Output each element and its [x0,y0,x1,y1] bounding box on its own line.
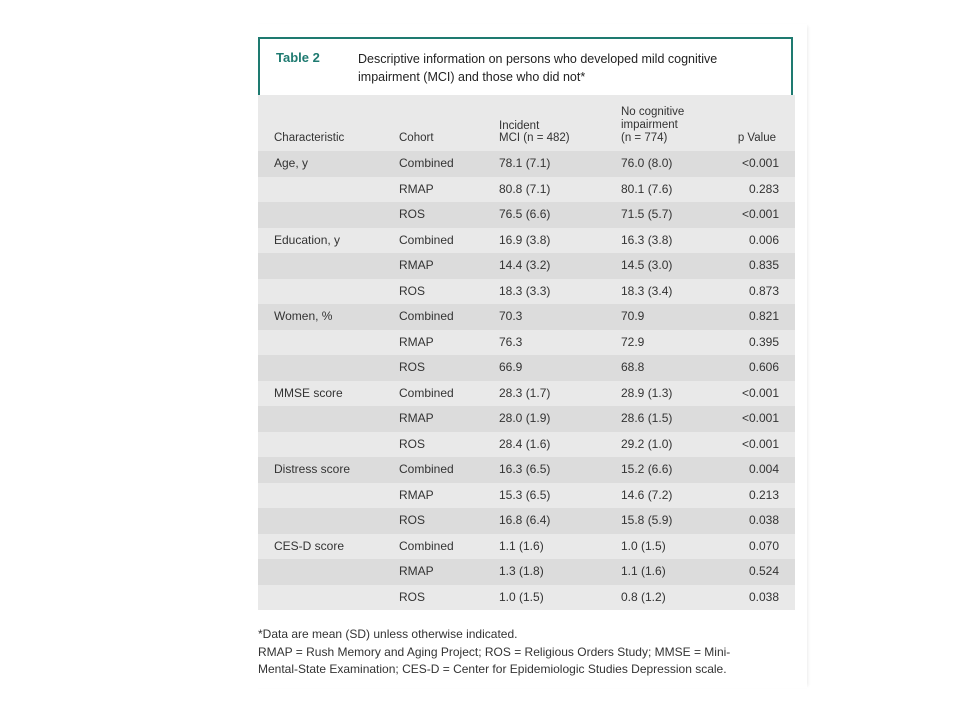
cell-p-value: <0.001 [741,156,779,170]
cell-p-value: 0.038 [748,589,779,604]
cell-incident-mci: 1.1 (1.6) [499,538,544,553]
cell-cohort: Combined [399,309,454,323]
table-row [258,381,795,407]
table-footnotes [258,626,798,679]
table-row [258,228,795,254]
cell-characteristic: MMSE score [274,385,343,400]
table-row [258,177,795,203]
cell-cohort: Combined [399,156,454,170]
cell-incident-mci: 1.3 (1.8) [499,564,544,578]
cell-p-value: 0.395 [748,334,779,349]
cell-cohort: ROS [399,436,426,451]
table-row [258,151,795,177]
cell-incident-mci: 80.8 (7.1) [499,181,551,196]
cell-no-impairment: 28.6 (1.5) [621,411,673,425]
cell-cohort: ROS [399,207,426,221]
cell-no-impairment: 28.9 (1.3) [621,385,673,400]
cell-characteristic: Education, y [274,232,341,247]
table-row [258,330,795,356]
cell-p-value: 0.283 [748,181,779,196]
cell-characteristic: Age, y [274,156,309,170]
cell-no-impairment: 15.2 (6.6) [621,462,673,476]
cell-characteristic: Women, % [274,309,333,323]
cell-cohort: RMAP [399,181,434,196]
cell-incident-mci: 76.5 (6.6) [499,207,551,221]
cell-no-impairment: 18.3 (3.4) [621,283,673,298]
cell-p-value: 0.038 [748,513,779,527]
cell-incident-mci: 28.0 (1.9) [499,411,551,425]
cell-cohort: ROS [399,589,426,604]
cell-no-impairment: 68.8 [621,360,645,374]
cell-p-value: 0.606 [748,360,779,374]
cell-no-impairment: 71.5 (5.7) [621,207,673,221]
header-mci-line2: MCI (n = 482) [499,132,570,144]
table-row [258,279,795,305]
cell-incident-mci: 66.9 [499,360,523,374]
cell-incident-mci: 70.3 [499,309,523,323]
header-nci-line2: impairment [621,119,678,131]
cell-no-impairment: 70.9 [621,309,645,323]
table-row [258,304,795,330]
cell-cohort: Combined [399,385,454,400]
footnote-line-3: Mental-State Examination; CES-D = Center for Epidemiologic Studies Depression scale. [258,662,727,676]
table-label: Table 2 [276,50,320,65]
cell-incident-mci: 1.0 (1.5) [499,589,544,604]
header-nci-line3: (n = 774) [621,132,668,144]
cell-incident-mci: 78.1 (7.1) [499,156,551,170]
cell-p-value: 0.004 [748,462,779,476]
cell-p-value: <0.001 [741,207,779,221]
cell-incident-mci: 15.3 (6.5) [499,487,551,502]
cell-p-value: 0.006 [748,232,779,247]
cell-characteristic: CES-D score [274,538,345,553]
table-row [258,534,795,560]
header-nci-line1: No cognitive [621,106,685,118]
cell-no-impairment: 1.0 (1.5) [621,538,666,553]
table-row [258,432,795,458]
cell-p-value: 0.873 [748,283,779,298]
cell-cohort: RMAP [399,258,434,272]
cell-no-impairment: 14.6 (7.2) [621,487,673,502]
cell-no-impairment: 76.0 (8.0) [621,156,673,170]
cell-incident-mci: 16.3 (6.5) [499,462,551,476]
cell-no-impairment: 16.3 (3.8) [621,232,673,247]
cell-incident-mci: 18.3 (3.3) [499,283,551,298]
cell-no-impairment: 15.8 (5.9) [621,513,673,527]
cell-p-value: 0.821 [748,309,779,323]
table-title-box [258,37,793,95]
cell-no-impairment: 0.8 (1.2) [621,589,666,604]
header-mci-line1: Incident [499,120,540,132]
table-row [258,406,795,432]
table-row [258,585,795,611]
table-row [258,559,795,585]
table-row [258,508,795,534]
footnote-line-2: RMAP = Rush Memory and Aging Project; ROS = Religious Orders Study; MMSE = Mini- [258,644,731,659]
cell-cohort: ROS [399,360,426,374]
table-row [258,457,795,483]
footnote-line-1: *Data are mean (SD) unless otherwise indicated. [258,627,518,641]
cell-p-value: 0.213 [748,487,779,502]
cell-incident-mci: 76.3 [499,334,523,349]
header-characteristic: Characteristic [274,132,345,144]
cell-p-value: 0.835 [748,258,779,272]
cell-no-impairment: 1.1 (1.6) [621,564,666,578]
cell-cohort: ROS [399,283,426,298]
header-cohort: Cohort [399,132,434,144]
cell-characteristic: Distress score [274,462,351,476]
cell-no-impairment: 72.9 [621,334,645,349]
cell-no-impairment: 14.5 (3.0) [621,258,673,272]
cell-p-value: <0.001 [741,436,779,451]
cell-cohort: Combined [399,462,454,476]
cell-cohort: RMAP [399,411,434,425]
cell-p-value: 0.524 [748,564,779,578]
data-table [258,95,795,610]
table-row [258,355,795,381]
table-row [258,253,795,279]
cell-no-impairment: 80.1 (7.6) [621,181,673,196]
cell-incident-mci: 14.4 (3.2) [499,258,551,272]
cell-incident-mci: 16.8 (6.4) [499,513,551,527]
table-caption: Descriptive information on persons who developed mild cognitive impairment (MCI) and those who did not* [358,52,718,84]
cell-cohort: Combined [399,538,454,553]
cell-incident-mci: 16.9 (3.8) [499,232,551,247]
cell-cohort: RMAP [399,487,434,502]
table-row [258,483,795,509]
cell-p-value: <0.001 [741,385,779,400]
cell-p-value: <0.001 [741,411,779,425]
cell-cohort: ROS [399,513,426,527]
cell-p-value: 0.070 [748,538,779,553]
cell-incident-mci: 28.3 (1.7) [499,385,551,400]
cell-cohort: RMAP [399,564,434,578]
cell-cohort: RMAP [399,334,434,349]
cell-cohort: Combined [399,232,454,247]
cell-no-impairment: 29.2 (1.0) [621,436,673,451]
cell-incident-mci: 28.4 (1.6) [499,436,551,451]
table-row [258,202,795,228]
header-p-value: p Value [737,132,776,144]
